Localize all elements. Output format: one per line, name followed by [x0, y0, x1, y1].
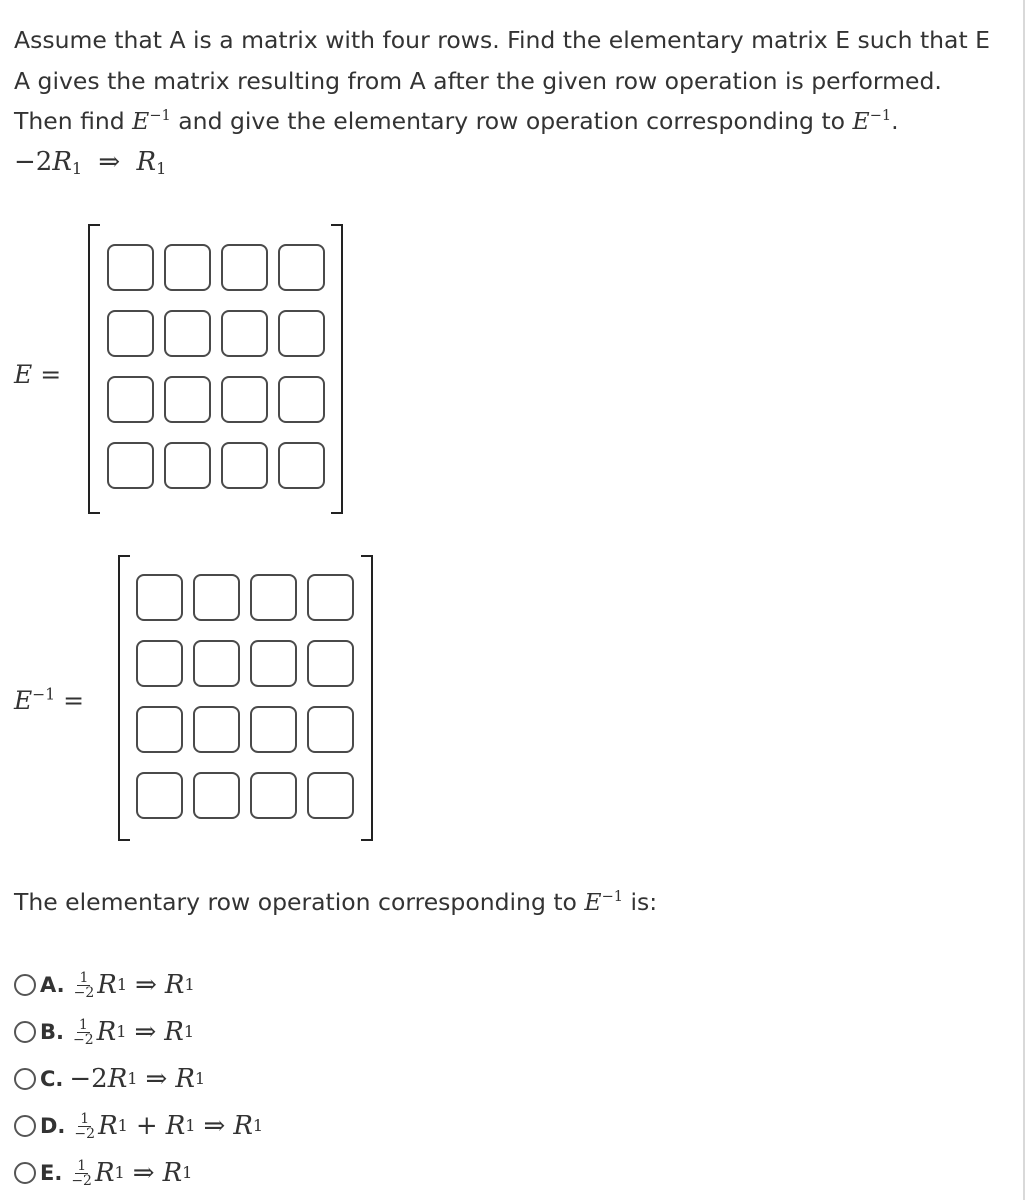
matrix-e-inverse-label: $E^{-1}$ = — [14, 685, 85, 715]
matrix-e-inverse-input-r4c4[interactable] — [307, 772, 354, 819]
option-letter: C. — [40, 1067, 64, 1091]
matrix-e-label: E = — [14, 360, 62, 389]
option-letter: D. — [40, 1114, 66, 1138]
matrix-e-input-r4c2[interactable] — [164, 442, 211, 489]
matrix-e-inverse-input-r3c2[interactable] — [193, 706, 240, 753]
matrix-e-input-r3c2[interactable] — [164, 376, 211, 423]
fraction: $\frac{1}{-2}$ — [73, 969, 95, 1001]
implies-arrow: ⇒ — [98, 147, 121, 177]
matrix-e-inverse-input-r1c1[interactable] — [136, 574, 183, 621]
matrix-e-input-r2c1[interactable] — [107, 310, 154, 357]
matrix-e-input-r1c2[interactable] — [164, 244, 211, 291]
matrix-e-input-r1c1[interactable] — [107, 244, 154, 291]
operation-prompt: The elementary row operation corresponding to $E^{-1}$ is: — [14, 887, 658, 916]
answer-options — [14, 962, 263, 1197]
matrix-e-inverse-grid — [136, 574, 354, 819]
option-d[interactable] — [14, 1103, 263, 1149]
option-expression: $\frac{1}{-2}$ R 1 ⇒ R 1 — [72, 1016, 195, 1048]
matrix-e-inverse-input-r3c4[interactable] — [307, 706, 354, 753]
matrix-e-inverse-input-r2c1[interactable] — [136, 640, 183, 687]
option-expression: −2 R 1 ⇒ R 1 — [69, 1064, 206, 1094]
option-e[interactable] — [14, 1150, 263, 1196]
matrix-e-input-r2c3[interactable] — [221, 310, 268, 357]
matrix-e-input-r3c4[interactable] — [278, 376, 325, 423]
question-part1: Assume that A is a matrix with four rows. Find the elementary matrix E such that E A gives the matrix resulting from A after the given row operation is performed. Then find — [14, 26, 990, 135]
inverse-exponent: −1 — [149, 106, 171, 124]
matrix-e-left-bracket — [88, 224, 100, 514]
radio-button-b[interactable] — [14, 1021, 36, 1043]
option-b[interactable] — [14, 1009, 263, 1055]
period: . — [891, 107, 899, 135]
radio-button-a[interactable] — [14, 974, 36, 996]
radio-button-e[interactable] — [14, 1162, 36, 1184]
operation-target-index: 1 — [156, 159, 167, 179]
inverse-exponent: −1 — [869, 106, 892, 124]
matrix-e-input-r2c2[interactable] — [164, 310, 211, 357]
option-expression: $\frac{1}{-2}$ R 1 + R 1 ⇒ R 1 — [74, 1110, 264, 1142]
radio-button-c[interactable] — [14, 1068, 36, 1090]
matrix-e-inverse-input-r4c1[interactable] — [136, 772, 183, 819]
matrix-e-inverse-input-r2c2[interactable] — [193, 640, 240, 687]
matrix-e-inverse-input-r1c4[interactable] — [307, 574, 354, 621]
operation-target-row: R — [136, 147, 157, 177]
matrix-e-input-r4c3[interactable] — [221, 442, 268, 489]
e-symbol: E — [132, 107, 150, 135]
fraction: $\frac{1}{-2}$ — [74, 1110, 96, 1142]
matrix-e-inverse-input-r2c3[interactable] — [250, 640, 297, 687]
fraction: $\frac{1}{-2}$ — [72, 1016, 94, 1048]
matrix-e-inverse-input-r4c3[interactable] — [250, 772, 297, 819]
matrix-e-input-r4c4[interactable] — [278, 442, 325, 489]
matrix-e-input-r1c3[interactable] — [221, 244, 268, 291]
option-c[interactable] — [14, 1056, 263, 1102]
matrix-e-inverse-input-r2c4[interactable] — [307, 640, 354, 687]
matrix-e-input-r3c1[interactable] — [107, 376, 154, 423]
operation-row-index: 1 — [71, 159, 83, 179]
matrix-e-inverse-input-r4c2[interactable] — [193, 772, 240, 819]
option-a[interactable] — [14, 962, 263, 1008]
operation-coefficient: −2 — [14, 147, 53, 177]
matrix-e-inverse-input-r1c3[interactable] — [250, 574, 297, 621]
row-operation — [14, 144, 166, 180]
matrix-e-inverse-input-r1c2[interactable] — [193, 574, 240, 621]
matrix-e-grid — [107, 244, 325, 489]
fraction: $\frac{1}{-2}$ — [71, 1157, 92, 1189]
option-letter: B. — [40, 1020, 64, 1044]
matrix-e-input-r3c3[interactable] — [221, 376, 268, 423]
option-letter: E. — [40, 1161, 63, 1185]
matrix-e-input-r4c1[interactable] — [107, 442, 154, 489]
question-part2: and give the elementary row operation corresponding to — [178, 107, 846, 135]
matrix-e-inverse-right-bracket — [361, 555, 373, 841]
matrix-e-input-r2c4[interactable] — [278, 310, 325, 357]
e-symbol: E — [852, 107, 870, 135]
matrix-e-inverse-input-r3c3[interactable] — [250, 706, 297, 753]
question-text — [14, 20, 1004, 142]
radio-button-d[interactable] — [14, 1115, 36, 1137]
matrix-e-inverse-left-bracket — [118, 555, 130, 841]
matrix-e-input-r1c4[interactable] — [278, 244, 325, 291]
matrix-e-inverse-input-r3c1[interactable] — [136, 706, 183, 753]
operation-row: R — [52, 147, 72, 177]
matrix-e-right-bracket — [331, 224, 343, 514]
option-letter: A. — [40, 973, 65, 997]
option-expression: $\frac{1}{-2}$ R 1 ⇒ R 1 — [73, 969, 195, 1001]
option-expression: $\frac{1}{-2}$ R 1 ⇒ R 1 — [71, 1157, 193, 1189]
